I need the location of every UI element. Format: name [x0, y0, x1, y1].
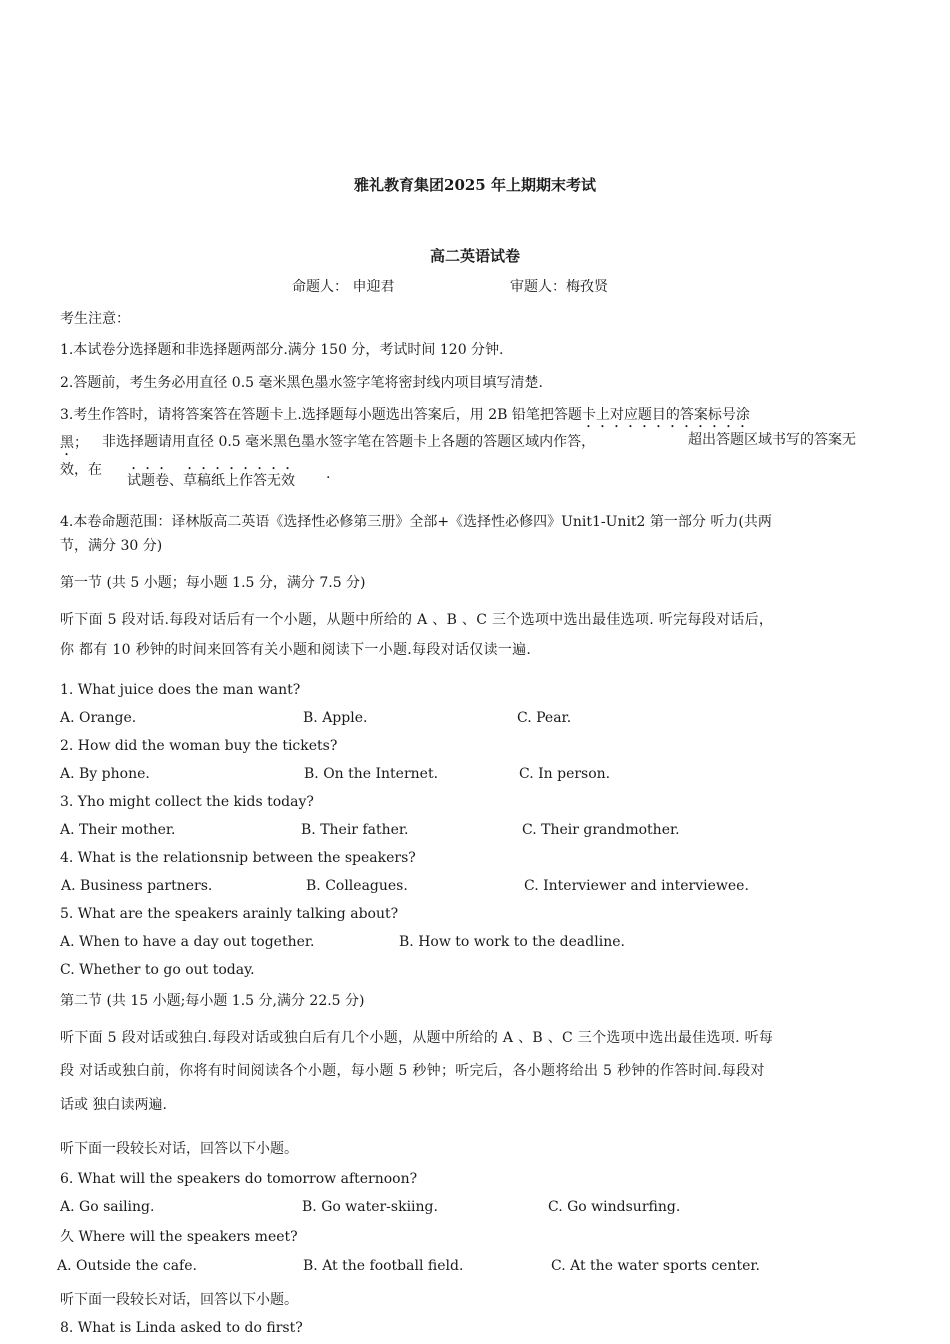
q4-option-a: A. Business partners.	[61, 878, 213, 894]
q6-option-a: A. Go sailing.	[60, 1199, 155, 1215]
q6-option-c: C. Go windsurfing.	[548, 1199, 681, 1215]
notice-item-1: 1.本试卷分选择题和非选择题两部分.满分 150 分，考试时间 120 分钟.	[60, 342, 504, 358]
reviewer-line: 审题人：梅孜贤	[510, 279, 608, 295]
question-2: 2. How did the woman buy the tickets?	[60, 738, 338, 754]
question-6: 6. What will the speakers do tomorrow afternoon?	[60, 1171, 418, 1187]
notice-item-3-line-1	[60, 406, 750, 431]
q1-option-a: A. Orange.	[60, 710, 137, 726]
notice-item-3-part-h: .	[326, 466, 331, 482]
setter-line: 命题人： 申迎君	[292, 279, 395, 295]
section-2-heading: 第二节 (共 15 小题;每小题 1.5 分,满分 22.5 分)	[60, 993, 365, 1009]
notice-item-3-part-a: 3.考生作答时，请将答案答在答题卡上.选择题每小题选出答案后，用 2B 铅笔把答题	[60, 407, 582, 423]
section-2-instructions-line-1: 听下面 5 段对话或独白.每段对话或独白后有几个小题，从题中所给的 A 、B 、C 三个选项中选出最佳选项. 听每	[60, 1030, 774, 1046]
subject-title: 高二英语试卷	[429, 247, 520, 265]
q3-option-a: A. Their mother.	[60, 822, 176, 838]
question-7: 久 Where will the speakers meet?	[60, 1229, 298, 1245]
q1-option-c: C. Pear.	[517, 710, 572, 726]
notice-item-3-part-c: 黑；	[60, 435, 88, 451]
q4-option-c: C. Interviewer and interviewee.	[524, 878, 749, 894]
q2-option-b: B. On the Internet.	[304, 766, 439, 782]
notice-item-4-line-1: 4.本卷命题范围：译林版高二英语《选择性必修第三册》全部+《选择性必修四》Unit1-Unit2 第一部分 听力(共两	[60, 514, 772, 530]
section-2-instructions-line-3: 话或 独白读两遍.	[60, 1097, 167, 1113]
q5-option-c: C. Whether to go out today.	[60, 962, 255, 978]
notice-item-3-part-b: 卡上对应题目的答案标号涂	[581, 407, 750, 423]
q7-option-b: B. At the football field.	[303, 1258, 464, 1274]
q7-option-c: C. At the water sports center.	[551, 1258, 761, 1274]
q3-option-b: B. Their father.	[301, 822, 409, 838]
question-1: 1. What juice does the man want?	[60, 682, 301, 698]
question-8: 8. What is Linda asked to do first?	[60, 1320, 303, 1336]
q3-option-c: C. Their grandmother.	[522, 822, 680, 838]
section-1-heading: 第一节 (共 5 小题；每小题 1.5 分，满分 7.5 分)	[60, 575, 366, 591]
section-1-instructions-line-1: 听下面 5 段对话.每段对话后有一个小题，从题中所给的 A 、B 、C 三个选项中选出最佳选项. 听完每段对话后，	[60, 612, 774, 628]
notice-heading: 考生注意：	[60, 311, 130, 327]
q2-option-c: C. In person.	[519, 766, 611, 782]
q7-option-a: A. Outside the cafe.	[57, 1258, 197, 1274]
notice-item-3-part-e: 超出答题区域书写的答案无	[688, 432, 856, 448]
dialogue-lead-1: 听下面一段较长对话，回答以下小题。	[60, 1141, 298, 1157]
q1-option-b: B. Apple.	[303, 710, 368, 726]
dialogue-lead-2: 听下面一段较长对话，回答以下小题。	[60, 1292, 298, 1308]
q5-option-a: A. When to have a day out together.	[60, 934, 315, 950]
question-3: 3. Yho might collect the kids today?	[60, 794, 314, 810]
question-5: 5. What are the speakers arainly talking about?	[60, 906, 399, 922]
section-1-instructions-line-2: 你 都有 10 秒钟的时间来回答有关小题和阅读下一小题.每段对话仅读一遍.	[60, 642, 532, 658]
section-2-instructions-line-2: 段 对话或独白前，你将有时间阅读各个小题，每小题 5 秒钟；听完后，各小题将给出 5 秒钟的作答时间.每段对	[60, 1063, 765, 1079]
notice-item-4-line-2: 节，满分 30 分)	[60, 538, 163, 554]
notice-item-3-part-g: 试题卷、草稿纸上作答无效	[127, 473, 295, 489]
exam-title: 雅礼教育集团2025 年上期期末考试	[354, 176, 596, 194]
q4-option-b: B. Colleagues.	[306, 878, 408, 894]
notice-item-3-part-d: 非选择题请用直径 0.5 毫米黑色墨水签字笔在答题卡上各题的答题区域内作答，	[102, 434, 596, 450]
q5-option-b: B. How to work to the deadline.	[399, 934, 625, 950]
question-4: 4. What is the relationsnip between the speakers?	[60, 850, 416, 866]
q6-option-b: B. Go water-skiing.	[302, 1199, 438, 1215]
notice-item-3-part-f: 效，在	[60, 462, 102, 478]
q2-option-a: A. By phone.	[60, 766, 150, 782]
notice-item-2: 2.答题前，考生务必用直径 0.5 毫米黑色墨水签字笔将密封线内项目填写清楚.	[60, 375, 543, 391]
